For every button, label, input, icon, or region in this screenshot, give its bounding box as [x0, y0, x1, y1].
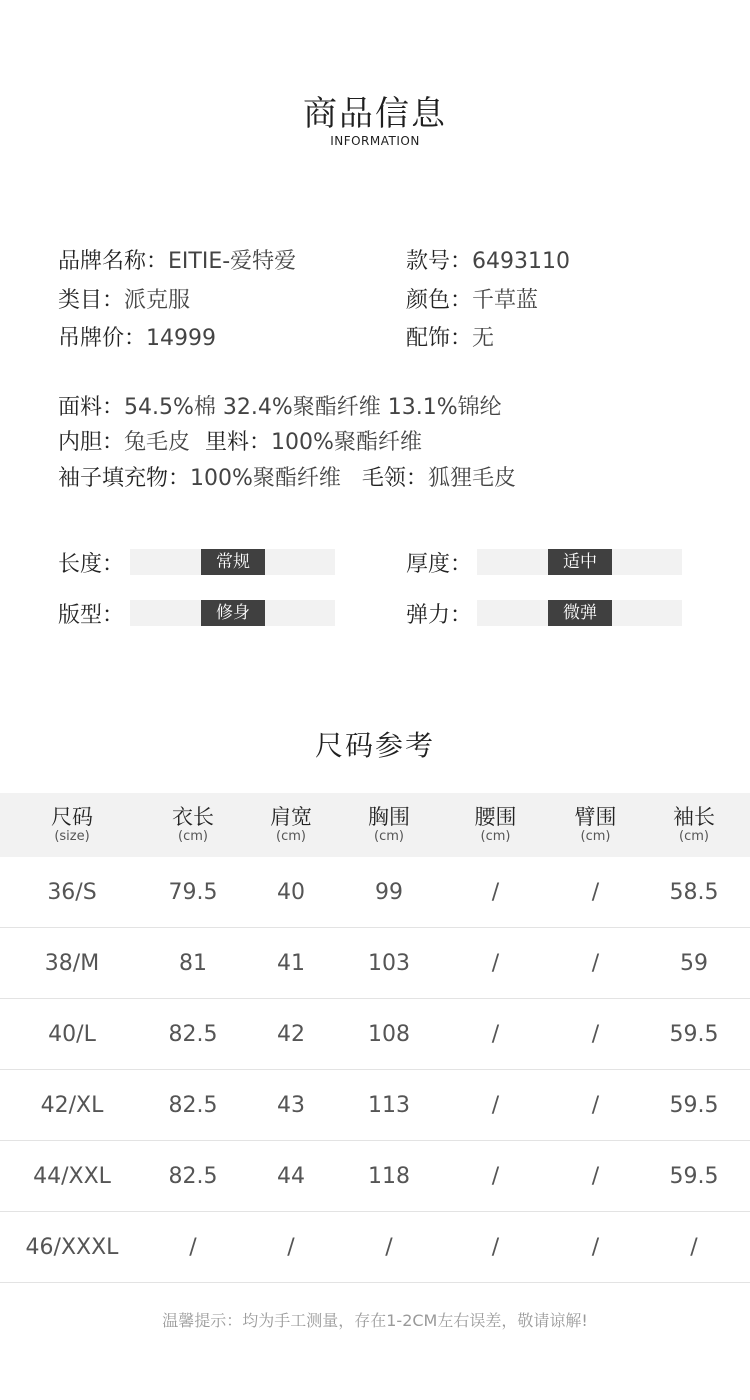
model-label: 款号： [406, 249, 473, 274]
collar-value: 狐狸毛皮 [427, 466, 516, 491]
table-row [0, 999, 750, 1070]
color-label: 颜色： [406, 288, 473, 313]
sleeve-fill-label: 袖子填充物： [58, 466, 191, 491]
table-row [0, 1212, 750, 1283]
table-row [0, 1141, 750, 1212]
price-row [58, 321, 216, 352]
cell-shoulder: 44 [242, 1141, 340, 1212]
cell-length: 79.5 [144, 857, 242, 928]
cell-sleeve: 59.5 [638, 1141, 750, 1212]
cell-sleeve: 59 [638, 928, 750, 999]
color-row [406, 283, 538, 314]
brand-value: EITIE-爱特爱 [168, 249, 297, 274]
cell-shoulder: / [242, 1212, 340, 1283]
length-bar [130, 549, 335, 575]
cell-chest: 103 [340, 928, 438, 999]
cell-waist: / [438, 857, 553, 928]
cell-waist: / [438, 1212, 553, 1283]
header-arm: 臂围 (cm) [553, 793, 638, 857]
fabric-label: 面料： [58, 395, 125, 420]
measurement-note: 温馨提示：均为手工测量，存在1-2CM左右误差，敬请谅解! [162, 1311, 588, 1330]
fabric-row [58, 390, 502, 421]
liner-label: 内胆： [58, 430, 125, 455]
category-label: 类目： [58, 288, 125, 313]
cell-waist: / [438, 999, 553, 1070]
liner-value: 兔毛皮 [124, 430, 191, 455]
cell-waist: / [438, 1070, 553, 1141]
cell-size: 44/XXL [0, 1141, 144, 1212]
cell-shoulder: 42 [242, 999, 340, 1070]
page-title: 商品信息 [303, 94, 447, 134]
thickness-bar [477, 549, 682, 575]
sleeve-fill-value: 100%聚酯纤维 [190, 466, 341, 491]
cell-chest: 118 [340, 1141, 438, 1212]
table-row [0, 857, 750, 928]
price-value: 14999 [146, 326, 217, 351]
elasticity-label: 弹力： [406, 603, 473, 628]
fit-label: 版型： [58, 603, 125, 628]
cell-arm: / [553, 999, 638, 1070]
price-label: 吊牌价： [58, 326, 147, 351]
elasticity-bar [477, 600, 682, 626]
fabric-value: 54.5%棉 32.4%聚酯纤维 13.1%锦纶 [124, 395, 502, 420]
cell-shoulder: 41 [242, 928, 340, 999]
cell-arm: / [553, 928, 638, 999]
cell-arm: / [553, 857, 638, 928]
accessory-row [406, 321, 494, 352]
sleeve-fill-row [58, 461, 516, 492]
cell-length: 82.5 [144, 999, 242, 1070]
cell-shoulder: 43 [242, 1070, 340, 1141]
cell-arm: / [553, 1212, 638, 1283]
cell-shoulder: 40 [242, 857, 340, 928]
accessory-label: 配饰： [406, 326, 473, 351]
cell-sleeve: 59.5 [638, 1070, 750, 1141]
header-shoulder: 肩宽 (cm) [242, 793, 340, 857]
cell-length: 82.5 [144, 1070, 242, 1141]
cell-length: 82.5 [144, 1141, 242, 1212]
cell-length: 81 [144, 928, 242, 999]
collar-label: 毛领： [361, 466, 428, 491]
brand-row [58, 244, 296, 275]
color-value: 千草蓝 [472, 288, 539, 313]
cell-sleeve: 58.5 [638, 857, 750, 928]
cell-size: 36/S [0, 857, 144, 928]
size-section-title: 尺码参考 [314, 729, 435, 762]
page-subtitle: INFORMATION [330, 134, 420, 148]
header-sleeve: 袖长 (cm) [638, 793, 750, 857]
cell-chest: 113 [340, 1070, 438, 1141]
cell-size: 38/M [0, 928, 144, 999]
cell-length: / [144, 1212, 242, 1283]
fit-bar [130, 600, 335, 626]
header-chest: 胸围 (cm) [340, 793, 438, 857]
cell-chest: 108 [340, 999, 438, 1070]
model-row [406, 244, 570, 275]
cell-arm: / [553, 1070, 638, 1141]
header-waist: 腰围 (cm) [438, 793, 553, 857]
size-table [0, 793, 750, 1283]
category-value: 派克服 [124, 288, 191, 313]
accessory-value: 无 [472, 326, 495, 351]
table-row [0, 928, 750, 999]
cell-sleeve: / [638, 1212, 750, 1283]
lining-label: 里料： [205, 430, 272, 455]
cell-waist: / [438, 1141, 553, 1212]
category-row [58, 283, 190, 314]
length-tag: 常规 [201, 549, 265, 575]
model-value: 6493110 [472, 249, 570, 274]
length-label: 长度： [58, 552, 125, 577]
thickness-tag: 适中 [548, 549, 612, 575]
brand-label: 品牌名称： [58, 249, 169, 274]
liner-row [58, 425, 422, 456]
cell-sleeve: 59.5 [638, 999, 750, 1070]
elasticity-tag: 微弹 [548, 600, 612, 626]
cell-size: 46/XXXL [0, 1212, 144, 1283]
cell-chest: / [340, 1212, 438, 1283]
size-table-header [0, 793, 750, 857]
cell-size: 40/L [0, 999, 144, 1070]
thickness-label: 厚度： [406, 552, 473, 577]
lining-value: 100%聚酯纤维 [271, 430, 422, 455]
cell-arm: / [553, 1141, 638, 1212]
cell-chest: 99 [340, 857, 438, 928]
table-row [0, 1070, 750, 1141]
fit-tag: 修身 [201, 600, 265, 626]
cell-waist: / [438, 928, 553, 999]
cell-size: 42/XL [0, 1070, 144, 1141]
header-size: 尺码 (size) [0, 793, 144, 857]
header-length: 衣长 (cm) [144, 793, 242, 857]
